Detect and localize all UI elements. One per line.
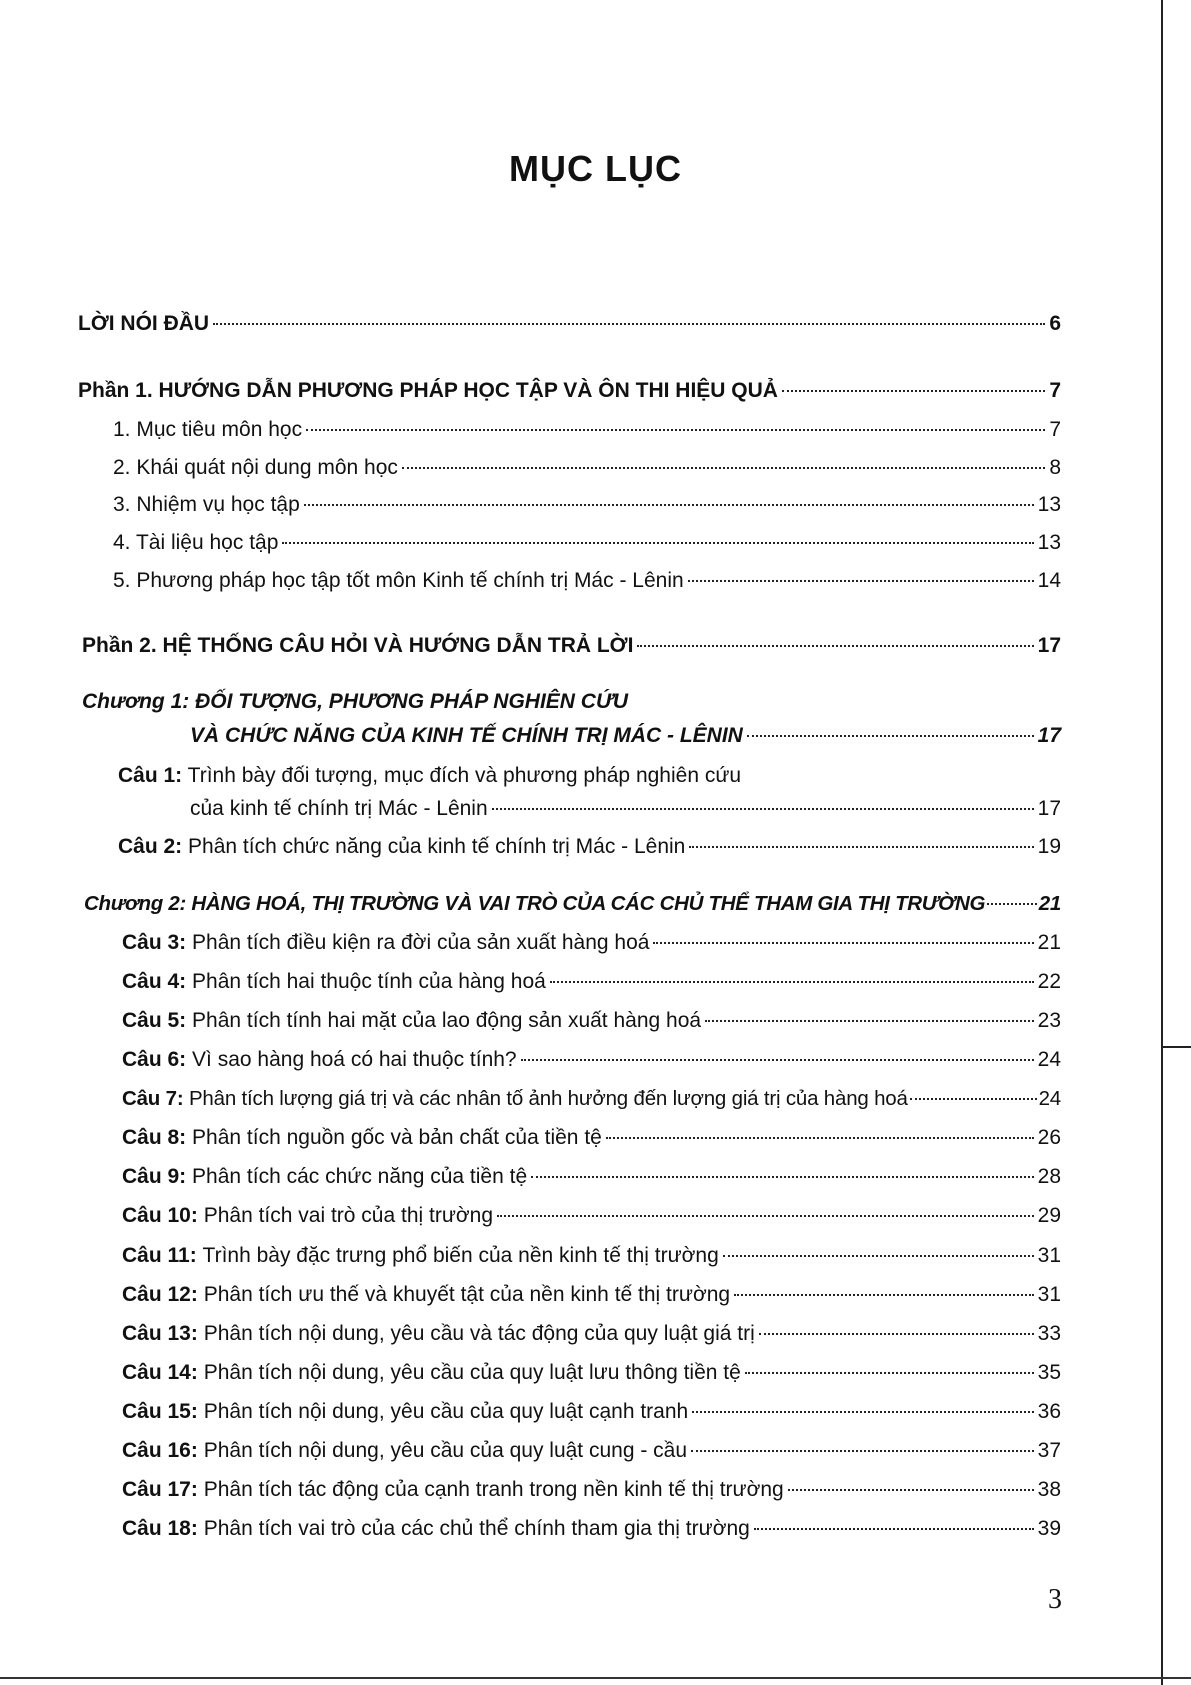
toc-entry-label: 4. Tài liệu học tập [113,531,279,554]
toc-entry-page: 35 [1037,1361,1061,1384]
question-number: Câu 10: [122,1204,198,1227]
dot-leader [492,808,1034,810]
toc-entry-label: 3. Nhiệm vụ học tập [113,493,300,516]
dot-leader [213,323,1045,325]
dot-leader [306,429,1045,431]
toc-entry-page: 23 [1037,1009,1061,1032]
toc-entry-page: 17 [1037,634,1061,657]
dot-leader [692,1411,1033,1413]
toc-entry-question[interactable] [122,1163,1061,1191]
question-text: Vì sao hàng hoá có hai thuộc tính? [192,1048,517,1071]
question-number: Câu 14: [122,1361,198,1384]
toc-entry-question[interactable] [122,1242,1061,1270]
toc-entry-intro[interactable] [78,310,1061,338]
toc-entry-question-1-line1[interactable] [118,762,741,790]
toc-entry-label: 2. Khái quát nội dung môn học [113,456,398,479]
toc-entry-page: 13 [1037,531,1061,554]
question-number: Câu 8: [122,1126,187,1149]
toc-entry-page: 22 [1037,970,1061,993]
question-text: Phân tích nguồn gốc và bản chất của tiền tệ [192,1126,602,1149]
toc-entry-part2[interactable] [82,632,1061,660]
question-text: Phân tích vai trò của thị trường [203,1204,494,1227]
toc-entry-page: 39 [1037,1517,1061,1540]
toc-entry-label: Chương 2: HÀNG HOÁ, THỊ TRƯỜNG VÀ VAI TRÒ CỦA CÁC CHỦ THỂ THAM GIA THỊ TRƯỜNG [84,892,986,915]
toc-entry-question[interactable] [122,1202,1061,1230]
toc-entry-label: Phần 2. HỆ THỐNG CÂU HỎI VÀ HƯỚNG DẪN TRẢ LỜI [82,634,634,657]
dot-leader [653,942,1033,944]
toc-entry-page: 8 [1049,456,1061,479]
toc-entry-question[interactable] [122,1398,1061,1426]
dot-leader [691,1450,1034,1452]
toc-entry-page: 24 [1037,1048,1061,1071]
toc-entry-page: 17 [1037,797,1061,820]
question-text: Phân tích chức năng của kinh tế chính trị Mác - Lênin [188,835,686,858]
toc-entry-part1-item[interactable] [113,416,1061,444]
question-text: Phân tích điều kiện ra đời của sản xuất hàng hoá [192,931,650,954]
toc-entry-page: 31 [1037,1244,1061,1267]
dot-leader [782,390,1045,392]
dot-leader [723,1255,1034,1257]
toc-entry-question-2[interactable] [118,833,1061,861]
toc-entry-page: 17 [1037,724,1061,747]
question-number: Câu 12: [122,1283,198,1306]
toc-entry-page: 7 [1049,418,1061,441]
toc-entry-question[interactable] [122,1320,1061,1348]
dot-leader [282,542,1033,544]
toc-entry-question[interactable] [122,1437,1061,1465]
question-number: Câu 13: [122,1322,198,1345]
question-number: Câu 15: [122,1400,198,1423]
toc-entry-part1-item[interactable] [113,454,1061,482]
toc-entry-chapter1[interactable] [190,722,1061,750]
toc-entry-page: 28 [1037,1165,1061,1188]
question-number: Câu 5: [122,1009,187,1032]
toc-entry-question[interactable] [122,1046,1061,1074]
toc-entry-page: 29 [1037,1204,1061,1227]
page-edge-bottom [0,1677,1191,1679]
dot-leader [754,1528,1034,1530]
toc-entry-page: 6 [1049,312,1061,335]
toc-entry-question[interactable] [122,1476,1061,1504]
toc-entry-page: 37 [1037,1439,1061,1462]
question-text: Phân tích lượng giá trị và các nhân tố ảnh hưởng đến lượng giá trị của hàng hoá [188,1087,908,1110]
toc-entry-question[interactable] [122,1281,1061,1309]
toc-entry-question[interactable] [122,1007,1061,1035]
dot-leader [910,1098,1037,1100]
question-number: Câu 6: [122,1048,187,1071]
dot-leader [705,1020,1034,1022]
question-text: Phân tích vai trò của các chủ thể chính tham gia thị trường [203,1517,750,1540]
toc-entry-page: 14 [1037,569,1061,592]
question-text: Phân tích các chức năng của tiền tệ [192,1165,528,1188]
dot-leader [304,504,1034,506]
question-number: Câu 2: [118,835,183,858]
question-text: Trình bày đặc trưng phổ biến của nền kinh tế thị trường [202,1244,719,1267]
toc-entry-part1-item[interactable] [113,567,1061,595]
question-text: Phân tích tác động của cạnh tranh trong nền kinh tế thị trường [203,1478,784,1501]
toc-entry-page: 21 [1038,892,1061,915]
dot-leader [747,735,1034,737]
page-edge-right [1161,0,1163,1685]
question-number: Câu 7: [122,1087,184,1110]
question-number: Câu 3: [122,931,187,954]
toc-entry-page: 7 [1049,379,1061,402]
question-text: Phân tích hai thuộc tính của hàng hoá [192,970,546,993]
question-number: Câu 9: [122,1165,187,1188]
question-number: Câu 16: [122,1439,198,1462]
question-text: Phân tích nội dung, yêu cầu và tác động của quy luật giá trị [203,1322,755,1345]
question-text: Phân tích nội dung, yêu cầu của quy luật lưu thông tiền tệ [203,1361,741,1384]
dot-leader [788,1489,1034,1491]
toc-entry-question[interactable] [122,929,1061,957]
toc-entry-page: 26 [1037,1126,1061,1149]
toc-entry-page: 24 [1038,1087,1061,1110]
page-edge-tick [1163,1046,1191,1048]
toc-entry-page: 21 [1037,931,1061,954]
toc-entry-page: 13 [1037,493,1061,516]
toc-entry-question[interactable] [122,1359,1061,1387]
dot-leader [734,1294,1034,1296]
toc-entry-label: 5. Phương pháp học tập tốt môn Kinh tế chính trị Mác - Lênin [113,569,684,592]
question-number: Câu 18: [122,1517,198,1540]
toc-entry-page: 31 [1037,1283,1061,1306]
toc-entry-question[interactable] [122,968,1061,996]
toc-entry-label: 1. Mục tiêu môn học [113,418,303,441]
dot-leader [745,1372,1034,1374]
toc-entry-chapter2[interactable] [84,890,1061,918]
toc-entry-question[interactable] [122,1124,1061,1152]
toc-entry-label: LỜI NÓI ĐẦU [78,312,210,335]
toc-entry-part1-item[interactable] [113,491,1061,519]
question-text: Phân tích nội dung, yêu cầu của quy luật cung - cầu [203,1439,688,1462]
dot-leader [550,981,1034,983]
question-text: Phân tích tính hai mặt của lao động sản xuất hàng hoá [192,1009,702,1032]
question-text: Trình bày đối tượng, mục đích và phương pháp nghiên cứu [187,764,742,787]
question-number: Câu 4: [122,970,187,993]
toc-entry-label: Phần 1. HƯỚNG DẪN PHƯƠNG PHÁP HỌC TẬP VÀ ÔN THI HIỆU QUẢ [78,379,778,402]
page-number: 3 [1048,1584,1062,1615]
question-text: Phân tích ưu thế và khuyết tật của nền kinh tế thị trường [203,1283,731,1306]
dot-leader [759,1333,1034,1335]
question-number: Câu 17: [122,1478,198,1501]
toc-entry-part1-item[interactable] [113,529,1061,557]
question-text: Phân tích nội dung, yêu cầu của quy luật cạnh tranh [203,1400,689,1423]
chapter1-title-line1[interactable]: Chương 1: ĐỐI TƯỢNG, PHƯƠNG PHÁP NGHIÊN CỨU [82,690,629,713]
toc-entry-question[interactable] [122,1085,1061,1113]
page-title: MỤC LỤC [509,148,682,189]
toc-entry-page: 33 [1037,1322,1061,1345]
toc-entry-question-1[interactable] [190,795,1061,823]
dot-leader [521,1059,1034,1061]
dot-leader [402,467,1045,469]
dot-leader [606,1137,1034,1139]
toc-entry-page: 38 [1037,1478,1061,1501]
dot-leader [688,580,1034,582]
dot-leader [637,645,1033,647]
dot-leader [987,903,1037,905]
question-number: Câu 1: [118,764,183,787]
toc-entry-question[interactable] [122,1515,1061,1543]
dot-leader [497,1215,1034,1217]
toc-entry-page: 36 [1037,1400,1061,1423]
toc-entry-part1[interactable] [78,377,1061,405]
toc-entry-label: VÀ CHỨC NĂNG CỦA KINH TẾ CHÍNH TRỊ MÁC - LÊNIN [190,724,743,747]
question-text: của kinh tế chính trị Mác - Lênin [190,797,488,820]
dot-leader [689,846,1033,848]
question-number: Câu 11: [122,1244,197,1267]
dot-leader [531,1176,1034,1178]
toc-entry-page: 19 [1037,835,1061,858]
